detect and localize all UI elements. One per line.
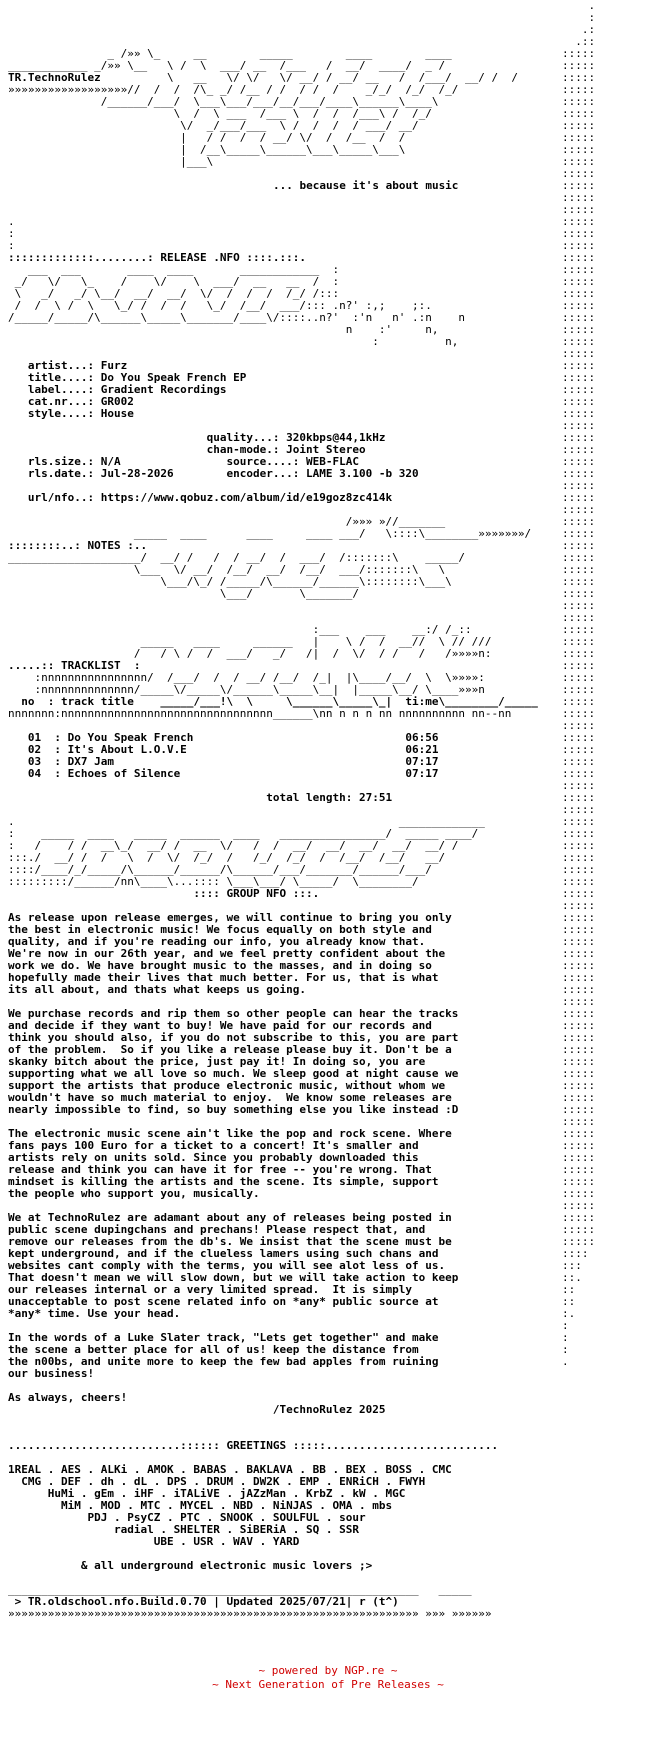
release-url: url/nfo..: https://www.qobuz.com/album/id/e19goz8zc414k xyxy=(8,491,393,504)
release-quality: quality...: 320kbps@44,1kHz xyxy=(8,431,386,444)
signoff: As always, cheers! xyxy=(8,1391,128,1404)
tracklist-no-title-header: no : track title xyxy=(8,695,134,708)
release-style: style....: House xyxy=(8,407,134,420)
release-label: label....: Gradient Recordings xyxy=(8,383,227,396)
section-group-header: :::: GROUP NFO :::. xyxy=(8,887,320,900)
signature: /TechnoRulez 2025 xyxy=(8,1403,386,1416)
section-notes-header: ::::::::..: NOTES :.. xyxy=(8,539,148,552)
greetings-outro: & all underground electronic music lovers ;> xyxy=(8,1559,373,1572)
total-length: total length: 27:51 xyxy=(8,791,393,804)
release-size-source: rls.size.: N/A source....: WEB-FLAC xyxy=(8,455,359,468)
group-paragraph-4: We at TechnoRulez are adamant about any of releases being posted in public scene dupingchans and prechans! Please respect that, and remove our releases from the db's. We insist that the scene must be kept underground, and if the clueless lamers using such chans and websites cant comply with the terms, you will see alot less of us. That doesn't mean we will slow down, but we will take action to keep our releases internal or a very limited spread. It is simply unacceptable to post scene related info on *any* public source at *any* time. Use your head. xyxy=(8,1211,459,1320)
tracklist-ascii-art: :nnnnnnnnnnnnnnnn/ /___/ / / __/ /__/ /_| |\____/__/ \ \»»»»: :nnnnnnnnnnnnnn/_____\/_____\/______\_____\__| |_____\__/ \____»»»n xyxy=(34,671,485,696)
tracklist-time-header: ti:me xyxy=(405,695,439,708)
group-ascii-art: . _____________ : _____ ____ _____ ______ ____ ________________/ _____ ____/ : / / / __\_/ __/ / __ \/ / / __/ __/ __/ __/ __/ / :::./ __/ / / \ / \/ /_/ / /_/ /_/ / /__/ /__/ __/ ::::/____/_/_____/\______/______/\______/___/_______/______/___/ :::::::::/______/nn\____\...:::: \___\___/ \_____/ \________/ xyxy=(8,815,485,888)
tracklist-column-header: no : track title _____/___!\ \ \______\_____\_| ti:me\________/_____ xyxy=(8,695,538,708)
greetings-line-5: PDJ . PsyCZ . PTC . SNOOK . SOULFUL . sour xyxy=(8,1511,366,1524)
group-paragraph-2: We purchase records and rip them so other people can hear the tracks and decide if they want to buy! We have paid for our records and think you should also, if you do not subscribe to this, you are part of the problem. So if you like a release please buy it. Don't be a skanky bitch about the price, just pay it! In doing so, you are supporting what we all love so much. We sleep good at night cause we support the artists that produce electronic music, without whom we wouldn't have so much material to enjoy. We know some releases are nearly impossible to find, so buy something else you like instead :D xyxy=(8,1007,459,1116)
group-tag: TR.TechnoRulez xyxy=(8,71,101,84)
greetings-line-2: CMG . DEF . dh . dL . DPS . DRUM . DW2K . EMP . ENRiCH . FWYH xyxy=(8,1475,426,1488)
greetings-line-6: radial . SHELTER . SiBERiA . SQ . SSR xyxy=(8,1523,359,1536)
section-greetings-header: ..........................:::::: GREETINGS :::::.......................... xyxy=(8,1439,499,1452)
release-chanmode: chan-mode.: Joint Stereo xyxy=(8,443,366,456)
track-row-04: 04 : Echoes of Silence 07:17 xyxy=(8,767,439,780)
build-line-top: ______________________________________________________________ _____ xyxy=(8,1583,472,1596)
nfo-document xyxy=(8,0,568,1620)
release-catnr: cat.nr...: GR002 xyxy=(8,395,134,408)
logo-ascii-art: _ /»» \_ __ _____ ____ ____ ____________ _/»» \__ \ / \ ___/ __ /___ / __/ ____/ _ / TR.TechnoRulez \ __ \/ \/ \/ __/ / __/ __ / /___/ __/ / / »»»»»»»»»»»»»»»»»»// / / /\_ _/ /__ / / / / / _/_/ /_/ /_/ /______/___/ \___\___/___/__/___/____\______\____\ \ / \ ___ /___ \ / / /___\ / /_/ \/ _/___/___ \ / / / / ___/ __/ | / / / / __/ \/ / /__ / / | /__\_____\______\___\_____\___\ |___\ xyxy=(8,47,518,168)
build-line: > TR.oldschool.nfo.Build.0.70 | Updated 2025/07/21| r (t^) xyxy=(8,1595,399,1608)
greetings-line-1: 1REAL . AES . ALKi . AMOK . BABAS . BAKLAVA . BB . BEX . BOSS . CMC xyxy=(8,1463,452,1476)
group-paragraph-5: In the words of a Luke Slater track, "Lets get together" and make the scene a better place for all of us! keep the distance from the n00bs, and unite more to keep the few bad apples from ruining our business! xyxy=(8,1331,439,1380)
greetings-line-4: MiM . MOD . MTC . MYCEL . NBD . NiNJAS . OMA . mbs xyxy=(8,1499,393,1512)
group-paragraph-1: As release upon release emerges, we will continue to bring you only the best in electronic music! We focus equally on both style and quality, and if you're reading our info, you already know that. We're now in our 26th year, and we feel pretty confident about the work we do. We have brought music to the masses, and in doing so hopefully made their lives that much better. For us, that is what its all about, and thats what keeps us going. xyxy=(8,911,452,996)
section-release-header: :::::::::::::........: RELEASE .NFO ::::.:::. xyxy=(8,251,307,264)
track-row-01: 01 : Do You Speak French 06:56 xyxy=(8,731,439,744)
release-date-encoder: rls.date.: Jul-28-2026 encoder...: LAME 3.100 -b 320 xyxy=(8,467,419,480)
release-title: title....: Do You Speak French EP xyxy=(8,371,247,384)
tagline: ... because it's about music xyxy=(273,179,459,192)
tracklist-underline: nnnnnnn:nnnnnnnnnnnnnnnnnnnnnnnnnnnnnnnn______\nn n n n nn nnnnnnnnnn nn--nn xyxy=(8,707,512,720)
group-paragraph-3: The electronic music scene ain't like the pop and rock scene. Where fans pays 100 Euro for a ticket to a concert! It's smaller and artists rely on units sold. Since you probably downloaded this release and think you can have it for free -- you're wrong. That mindset is killing the artists and the scene. Its simple, support the people who support you, musically. xyxy=(8,1127,452,1200)
notes-ascii-art-top: /»»» »//_______ _____ ____ ____ ____ ___/ \::::\________»»»»»»»/ xyxy=(133,515,532,540)
track-row-03: 03 : DX7 Jam 07:17 xyxy=(8,755,439,768)
tracklist-ascii-art-top: :___ ___ __:/ /_:: _____ ____ ______ | \ / / __// \ // /// / / \ / / ___/ _/ /| / \/ / / / /»»»»n: xyxy=(133,623,492,660)
footer-powered-by: ~ powered by NGP.re ~ xyxy=(258,1664,398,1677)
release-ascii-art: ___ ___ ____ ____ ____________ : _/ \/ \_ / \/ \ ___/ __ __ / : \ _/ _/ \__/ __/ __/ \/ / / / /_/ /::: / / \ / \ \_/ / / / \_/ /__/ ___/::: .n?' :,; ;:. /_____/_____/\______\_____\_______/____\/::::..n?' :'n n' .:n n n :' n, : n, xyxy=(8,263,465,348)
build-line-bottom: »»»»»»»»»»»»»»»»»»»»»»»»»»»»»»»»»»»»»»»»»»»»»»»»»»»»»»»»»»»»»» »»» »»»»»» xyxy=(8,1607,492,1620)
right-ascii-rail: . : .: .:: ::::: ::::: ::::: ::::: ::::: ::::: ::::: ::::: ::::: ::::: ::::: ::::: ::::: ::::: ::::: ::::: ::::: ::::: ::::: ::::: ::::: ::::: ::::: ::::: ::::: ::::: ::::: ::::: ::::: ::::: ::::: ::::: ::::: ::::: ::::: ::::: ::::: ::::: ::::: ::::: ::::: ::::: ::::: ::::: ::::: ::::: ::::: ::::: ::::: ::::: ::::: ::::: ::::: ::::: ::::: ::::: ::::: ::::: ::::: ::::: ::::: ::::: ::::: ::::: ::::: ::::: ::::: ::::: ::::: ::::: ::::: ::::: ::::: ::::: ::::: ::::: ::::: ::::: ::::: ::::: ::::: ::::: ::::: ::::: ::::: ::::: ::::: ::::: ::::: ::::: ::::: ::::: ::::: ::::: ::::: ::::: ::::: ::::: ::::: ::::: :::: ::: ::. :: :: :. : : : . xyxy=(562,0,596,1368)
greetings-line-7: UBE . USR . WAV . YARD xyxy=(8,1535,300,1548)
section-tracklist-header: .....:: TRACKLIST : xyxy=(8,659,141,672)
footer-next-generation: ~ Next Generation of Pre Releases ~ xyxy=(212,1678,444,1691)
notes-ascii-art: ____________________/ __/ / / / __/ / ___/ /:::::::\ _____/ \___ \/ __/ /__/ __/ /__/ ___/:::::::\ \ \___/\_/ /_____/\______/______\::::::::\___\ \___/ \_______/ xyxy=(8,551,465,600)
divider-dots: . : : xyxy=(8,215,15,252)
greetings-line-3: HuMi . gEm . iHF . iTALiVE . jAZzMan . KrbZ . kW . MGC xyxy=(8,1487,406,1500)
release-artist: artist...: Furz xyxy=(8,359,128,372)
track-row-02: 02 : It's About L.O.V.E 06:21 xyxy=(8,743,439,756)
